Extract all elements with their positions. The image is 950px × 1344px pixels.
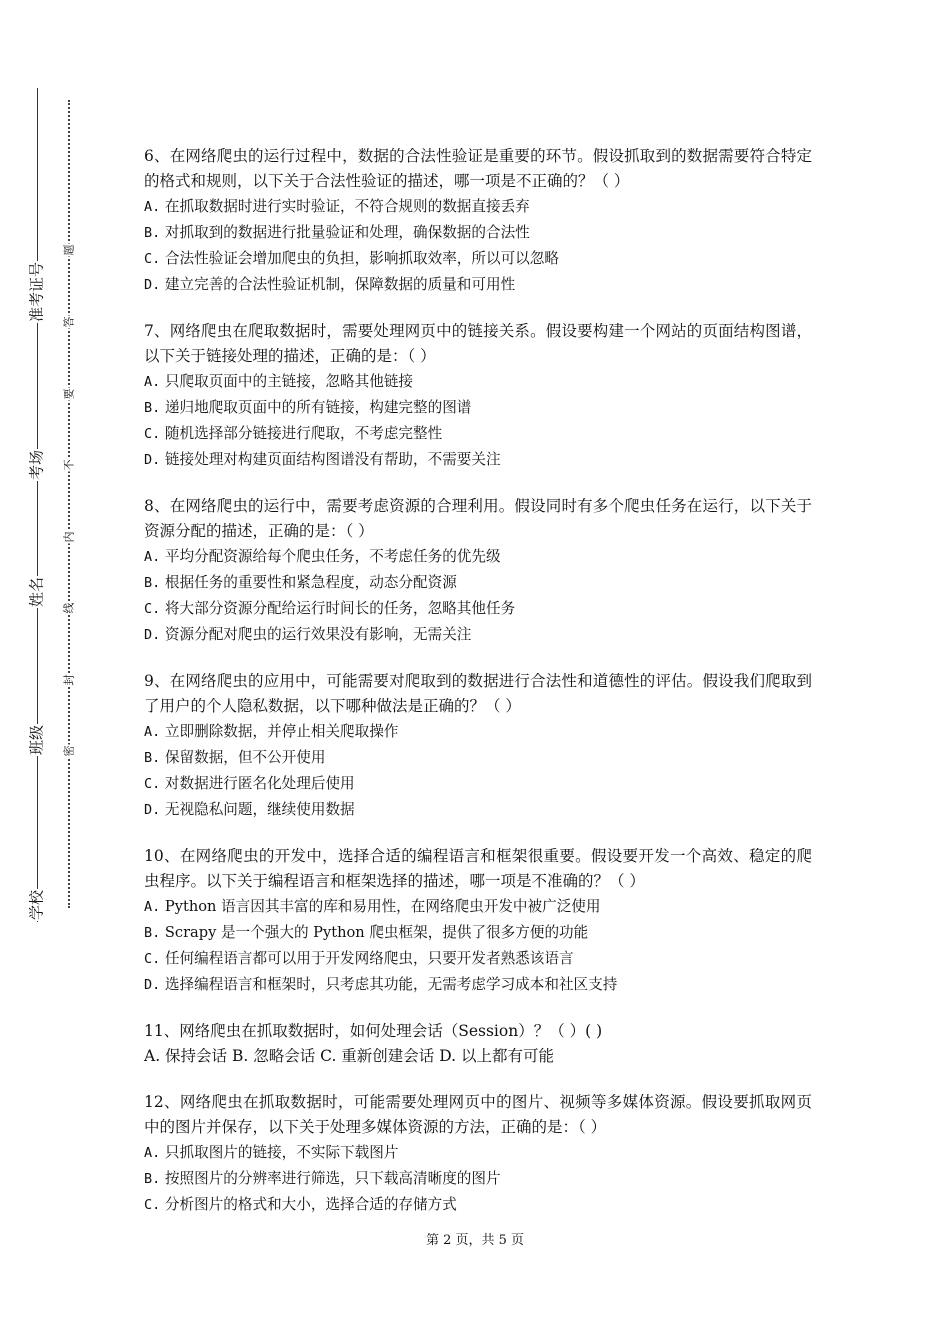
question-stem: 7、网络爬虫在爬取数据时，需要处理网页中的链接关系。假设要构建一个网站的页面结构图谱，以下关于链接处理的描述，正确的是：（ ）: [144, 322, 812, 365]
question-7: [144, 319, 812, 473]
seal-char: 线: [62, 602, 76, 614]
option-b: B. 根据任务的重要性和紧急程度，动态分配资源: [144, 574, 457, 591]
option-d: D. 无视隐私问题，继续使用数据: [144, 801, 355, 818]
option-b: B. 按照图片的分辨率进行筛选，只下载高清晰度的图片: [144, 1170, 501, 1187]
question-6: [144, 144, 812, 298]
option-c: C. 将大部分资源分配给运行时间长的任务，忽略其他任务: [144, 600, 516, 617]
seal-char: 封: [62, 674, 76, 686]
question-stem: 11、网络爬虫在抓取数据时，如何处理会话（Session）？（ ）( ): [144, 1022, 603, 1040]
field-class: 班级: [27, 724, 46, 756]
seal-char: 要: [62, 388, 76, 400]
field-exam-number: 准考证号: [27, 261, 46, 323]
seal-char: 内: [62, 531, 76, 543]
question-11: [144, 1019, 812, 1069]
option-b: B. 对抓取到的数据进行批量验证和处理，确保数据的合法性: [144, 224, 530, 241]
option-c: C. 合法性验证会增加爬虫的负担，影响抓取效率，所以可以忽略: [144, 250, 559, 267]
option-a: A. 平均分配资源给每个爬虫任务，不考虑任务的优先级: [144, 548, 501, 565]
question-stem: 9、在网络爬虫的应用中，可能需要对爬取到的数据进行合法性和道德性的评估。假设我们爬取到了用户的个人隐私数据，以下哪种做法是正确的？（ ）: [144, 672, 812, 715]
option-d: D. 建立完善的合法性验证机制，保障数据的质量和可用性: [144, 276, 516, 293]
question-8: [144, 494, 812, 648]
question-stem: 10、在网络爬虫的开发中，选择合适的编程语言和框架很重要。假设要开发一个高效、稳定的爬虫程序。以下关于编程语言和框架选择的描述，哪一项是不准确的？（ ）: [144, 847, 812, 890]
question-10: [144, 844, 812, 998]
field-name: 姓名: [27, 576, 46, 608]
question-9: [144, 669, 812, 823]
option-c: C. 分析图片的格式和大小，选择合适的存储方式: [144, 1196, 457, 1213]
seal-char: 题: [62, 244, 76, 256]
option-a: A. 立即删除数据，并停止相关爬取操作: [144, 723, 399, 740]
field-exam-room: 考场: [27, 449, 46, 481]
option-d: D. 资源分配对爬虫的运行效果没有影响，无需关注: [144, 626, 472, 643]
option-b: B. 保留数据，但不公开使用: [144, 749, 326, 766]
option-a: A. 在抓取数据时进行实时验证，不符合规则的数据直接丢弃: [144, 198, 530, 215]
seal-char: 答: [62, 316, 76, 328]
option-d: D. 选择编程语言和框架时，只考虑其功能，无需考虑学习成本和社区支持: [144, 976, 618, 993]
seal-char: 密: [62, 745, 76, 757]
field-school: 学校: [27, 889, 46, 921]
binding-line: [37, 88, 38, 922]
question-stem: 8、在网络爬虫的运行中，需要考虑资源的合理利用。假设同时有多个爬虫任务在运行，以下关于资源分配的描述，正确的是：（ ）: [144, 497, 812, 540]
option-a: A. Python 语言因其丰富的库和易用性，在网络爬虫开发中被广泛使用: [144, 898, 601, 915]
option-b: B. Scrapy 是一个强大的 Python 爬虫框架，提供了很多方便的功能: [144, 924, 589, 941]
seal-char: 不: [62, 459, 76, 471]
option-a: A. 只爬取页面中的主链接，忽略其他链接: [144, 373, 414, 390]
option-c: C. 对数据进行匿名化处理后使用: [144, 775, 355, 792]
option-c: C. 任何编程语言都可以用于开发网络爬虫，只要开发者熟悉该语言: [144, 950, 574, 967]
option-b: B. 递归地爬取页面中的所有链接，构建完整的图谱: [144, 399, 472, 416]
question-list: [144, 144, 812, 1239]
option-a: A. 只抓取图片的链接，不实际下载图片: [144, 1144, 399, 1161]
option-d: D. 链接处理对构建页面结构图谱没有帮助，不需要关注: [144, 451, 501, 468]
seal-dotted-line: [68, 100, 70, 908]
question-stem: 12、网络爬虫在抓取数据时，可能需要处理网页中的图片、视频等多媒体资源。假设要抓取网页中的图片并保存，以下关于处理多媒体资源的方法，正确的是：（ ）: [144, 1093, 812, 1136]
page-number: 第 2 页，共 5 页: [425, 1233, 525, 1248]
inline-options: A. 保持会话 B. 忽略会话 C. 重新创建会话 D. 以上都有可能: [144, 1047, 554, 1065]
question-stem: 6、在网络爬虫的运行过程中，数据的合法性验证是重要的环节。假设抓取到的数据需要符合特定的格式和规则，以下关于合法性验证的描述，哪一项是不正确的？（ ）: [144, 147, 812, 190]
question-12: [144, 1090, 812, 1218]
option-c: C. 随机选择部分链接进行爬取，不考虑完整性: [144, 425, 443, 442]
